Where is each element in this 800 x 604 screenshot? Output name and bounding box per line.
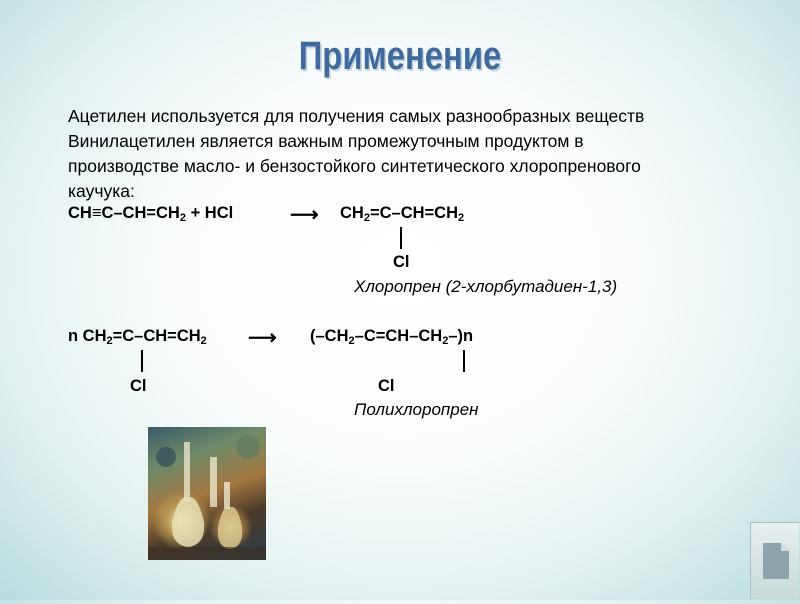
reaction2-right-bond (463, 350, 465, 372)
reaction2-product: $(-CH_2-C=CH-CH_2-)n$ (310, 327, 474, 347)
reaction2-reactant: n $CH_2=C-CH=CH_2$ (68, 327, 207, 347)
reaction2-left-bond (141, 350, 143, 372)
page-button[interactable] (750, 522, 799, 599)
intro-paragraph (68, 104, 748, 204)
reaction1-product: $CH_2=C-CH=CH_2$ (340, 204, 465, 224)
paragraph-line: Ацетилен используется для получения самых разнообразных веществ (68, 106, 645, 126)
reaction1-product-name: Хлоропрен (2-хлорбутадиен-1,3) (354, 277, 618, 296)
paragraph-line: Винилацетилен является важным промежуточным продуктом в (68, 131, 584, 151)
paragraph-line: каучука: (68, 181, 135, 201)
lab-glassware-image (148, 427, 266, 560)
reaction1-bond (400, 227, 402, 249)
paragraph-line: производстве масло- и бензостойкого синтетического хлоропренового (68, 156, 641, 176)
reaction1-reactant: $CH\equiv C-CH=CH_2$ + HCl (68, 204, 234, 224)
reaction2-product-name: Полихлоропрен (354, 400, 479, 419)
reaction2-arrow: ⟶ (248, 327, 277, 349)
reaction1-substituent: Cl (393, 253, 410, 271)
reaction2-left-substituent: Cl (130, 377, 147, 395)
reaction2-right-substituent: Cl (378, 377, 395, 395)
reaction1-arrow: ⟶ (290, 204, 319, 226)
document-icon (751, 523, 799, 599)
slide-title: Применение (298, 34, 502, 78)
